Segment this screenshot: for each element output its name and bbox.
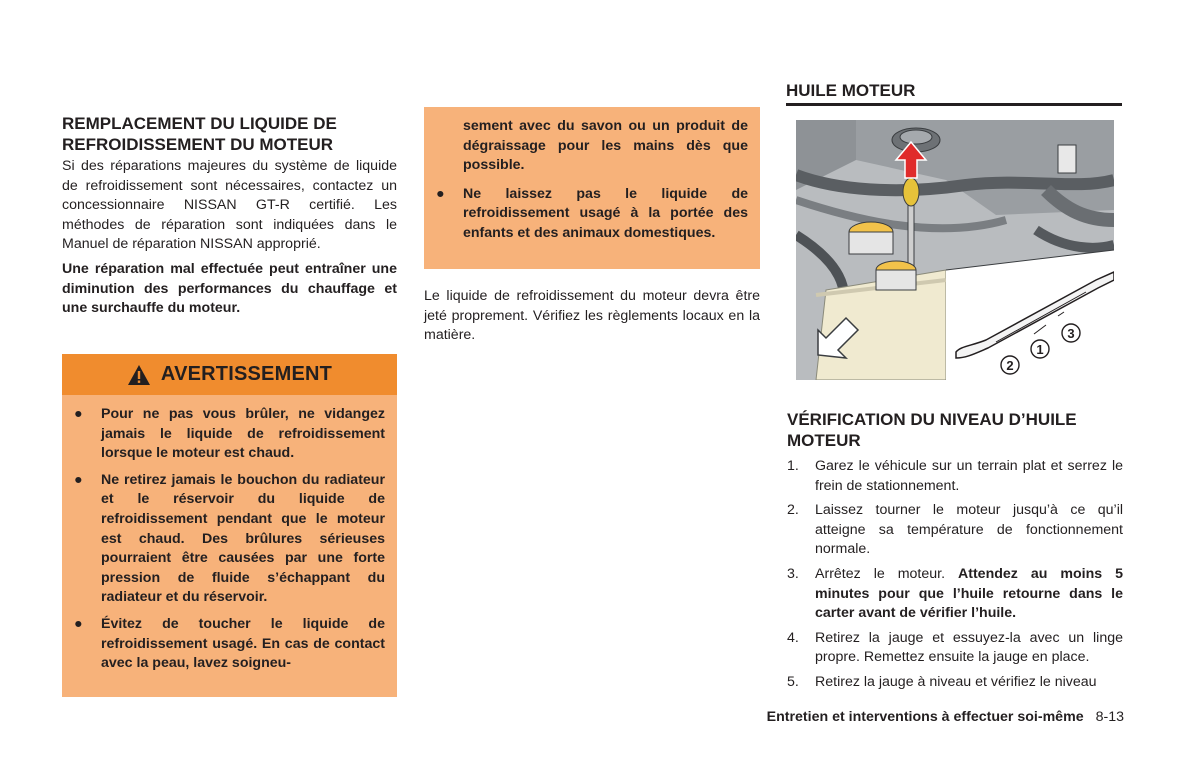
step-text: Laissez tourner le moteur jusqu’à ce qu’il atteigne sa température de fonctionnement normale. <box>815 502 1123 558</box>
callout-1: 1 <box>1036 342 1044 357</box>
oil-level-section <box>787 409 1123 698</box>
step-item <box>787 673 1123 693</box>
warning-item <box>424 185 748 244</box>
engine-oil-illustration <box>796 120 1114 380</box>
warning-item <box>62 615 385 674</box>
page-number: 8-13 <box>1095 709 1124 725</box>
warning-triangle-icon <box>127 364 151 386</box>
step-item <box>787 629 1123 668</box>
warning-continued <box>424 117 748 244</box>
step-number: 1. <box>787 458 799 474</box>
step-text: Retirez la jauge et essuyez-la avec un linge propre. Remettez ensuite la jauge en place. <box>815 629 1123 666</box>
step-number: 2. <box>787 502 799 519</box>
oil-heading-wrap <box>786 80 1122 101</box>
page-footer <box>640 709 1124 725</box>
step-number: 5. <box>787 673 799 690</box>
left-column <box>62 113 397 319</box>
warning-item <box>62 405 385 464</box>
warning-continued-text <box>424 117 748 176</box>
warning-title: AVERTISSEMENT <box>160 363 333 385</box>
coolant-disposal-paragraph: Le liquide de refroidissement du moteur devra être jeté proprement. Vérifiez les règlements locaux en la matière. <box>424 288 760 344</box>
warning-continued-body: sement avec du savon ou un produit de dégraissage pour les mains dès que possible. <box>463 118 748 174</box>
bullet: ● <box>74 615 83 632</box>
middle-column <box>424 287 760 346</box>
coolant-replacement-heading: REMPLACEMENT DU LIQUIDE DE REFROIDISSEMENT DU MOTEUR <box>62 114 337 154</box>
warning-item-text: Évitez de toucher le liquide de refroidissement usagé. En cas de contact avec la peau, lavez soigneu- <box>101 615 385 672</box>
footer-section-title: Entretien et interventions à effectuer soi-même <box>766 709 1084 725</box>
callout-2: 2 <box>1006 358 1014 373</box>
warning-header <box>62 354 397 395</box>
step-number: 4. <box>787 629 799 646</box>
bullet: ● <box>74 471 83 488</box>
coolant-intro-paragraph: Si des réparations majeures du système de liquide de refroidissement sont nécessaires, contactez un concessionnaire NISSAN GT-R certifié. Les méthodes de réparation sont indiquées dans le Manuel de réparation NISSAN approprié. <box>62 158 397 253</box>
engine-oil-heading: HUILE MOTEUR <box>786 81 916 100</box>
step-bold-text: Attendez au moins 5 minutes pour que l’huile retourne dans le carter avant de vérifier l’huile. <box>815 565 1123 622</box>
step-item <box>787 501 1123 560</box>
warning-item-text: Ne laissez pas le liquide de refroidissement usagé à la portée des enfants et des animaux domestiques. <box>463 185 748 241</box>
warning-list-left <box>62 405 385 674</box>
oil-check-steps <box>787 457 1123 693</box>
step-item <box>787 565 1123 624</box>
warning-item-text: Pour ne pas vous brûler, ne vidangez jamais le liquide de refroidissement lorsque le moteur est chaud. <box>101 406 385 462</box>
heading-rule <box>786 103 1122 106</box>
step-text: Retirez la jauge à niveau et vérifiez le niveau <box>815 673 1097 690</box>
oil-level-heading: VÉRIFICATION DU NIVEAU D’HUILE MOTEUR <box>787 410 1077 450</box>
step-number: 3. <box>787 565 799 582</box>
step-item <box>787 457 1123 496</box>
callout-3: 3 <box>1067 326 1075 341</box>
coolant-bold-note: Une réparation mal effectuée peut entraîner une diminution des performances du chauffage et une surchauffe du moteur. <box>62 260 397 317</box>
step-text: Arrêtez le moteur. <box>815 565 946 582</box>
warning-item-text: Ne retirez jamais le bouchon du radiateur et le réservoir du liquide de refroidissement pendant que le moteur est chaud. Des brûlures sérieuses pourraient être causées par une forte pression de fluide s’échappant du radiateur et du réservoir. <box>101 471 385 606</box>
warning-item <box>62 471 385 608</box>
bullet: ● <box>74 406 83 422</box>
bullet: ● <box>436 185 445 202</box>
step-text: Garez le véhicule sur un terrain plat et serrez le frein de stationnement. <box>815 458 1123 494</box>
